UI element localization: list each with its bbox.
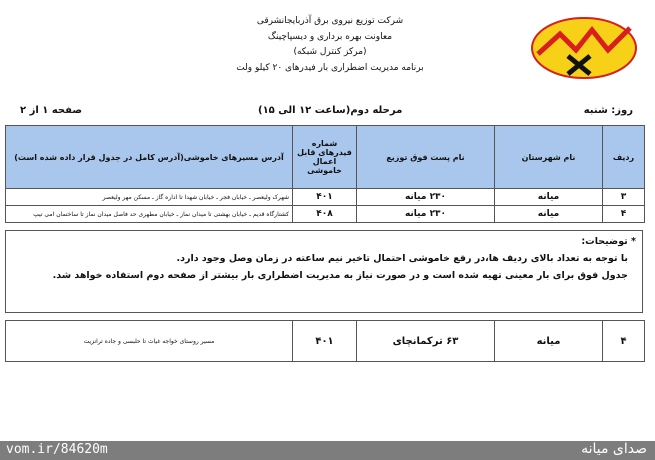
department: معاونت بهره برداری و دیسپاچینگ [267, 31, 393, 42]
table-row [6, 206, 645, 223]
header-address: آدرس مسیرهای خاموشی(آدرس کامل در جدول قرار داده شده است) [6, 126, 293, 189]
company-logo [530, 16, 638, 80]
address: شهرک ولیعصر ـ خیابان فجر ـ خیابان شهدا تا اداره گاز ـ مسکن مهر ولیعصر [6, 189, 293, 206]
city: میانه [495, 189, 603, 206]
day-label: روز: شنبه [583, 105, 633, 116]
company-header [200, 14, 460, 76]
substation: ۲۳۰ میانه [357, 206, 495, 223]
city: میانه [495, 321, 603, 362]
page-number: صفحه ۱ از ۲ [20, 105, 82, 116]
row-number: ۳ [603, 189, 645, 206]
table-row [6, 321, 645, 362]
note-line: با توجه به تعداد بالای ردیف ها،در رفع خاموشی احتمال تاخیر نیم ساعته در زمان وصل وجود دارد. [176, 253, 628, 264]
table-header-row [6, 126, 645, 189]
address: مسیر روستای خواجه غیاث تا حلبسی و جاده ترانزیت [6, 321, 293, 362]
address: کشتارگاه قدیم ـ خیابان بهشتی تا میدان نماز ـ خیابان مطهری حد فاصل میدان نماز تا ساختمان امی تیپ [6, 206, 293, 223]
center-name: (مرکز کنترل شبکه) [293, 47, 367, 57]
page-two-row [5, 320, 645, 362]
header-row-number: ردیف [603, 126, 645, 189]
row-number: ۴ [603, 206, 645, 223]
header-substation: نام پست فوق توزیع [357, 126, 495, 189]
notes-title: * توضیحات: [581, 236, 636, 247]
city: میانه [495, 206, 603, 223]
row-number: ۴ [603, 321, 645, 362]
substation: ۶۳ ترکمانچای [357, 321, 495, 362]
feeder: ۴۰۸ [293, 206, 357, 223]
header-feeder: شماره فیدرهای قابل اعمال خاموشی [293, 126, 357, 189]
feeder: ۴۰۱ [293, 321, 357, 362]
source-url[interactable]: vom.ir/84620m [6, 442, 108, 457]
company-name: شرکت توزیع نیروی برق آذربایجانشرقی [256, 16, 404, 26]
feeder: ۴۰۱ [293, 189, 357, 206]
stage-label: مرحله دوم(ساعت ۱۲ الی ۱۵) [258, 105, 403, 116]
substation: ۲۳۰ میانه [357, 189, 495, 206]
footer-bar [0, 441, 655, 460]
notes-box [5, 230, 643, 313]
table-row [6, 189, 645, 206]
note-line: جدول فوق برای بار معینی تهیه شده است و در صورت نیاز به مدیریت اضطراری بار بیشتر از صفحه دوم استفاده خواهد شد. [52, 270, 628, 281]
watermark: صدای میانه [581, 441, 647, 457]
schedule-table [5, 125, 645, 223]
program-title: برنامه مدیریت اضطراری بار فیدرهای ۲۰ کیلو ولت [236, 62, 424, 73]
header-city: نام شهرستان [495, 126, 603, 189]
